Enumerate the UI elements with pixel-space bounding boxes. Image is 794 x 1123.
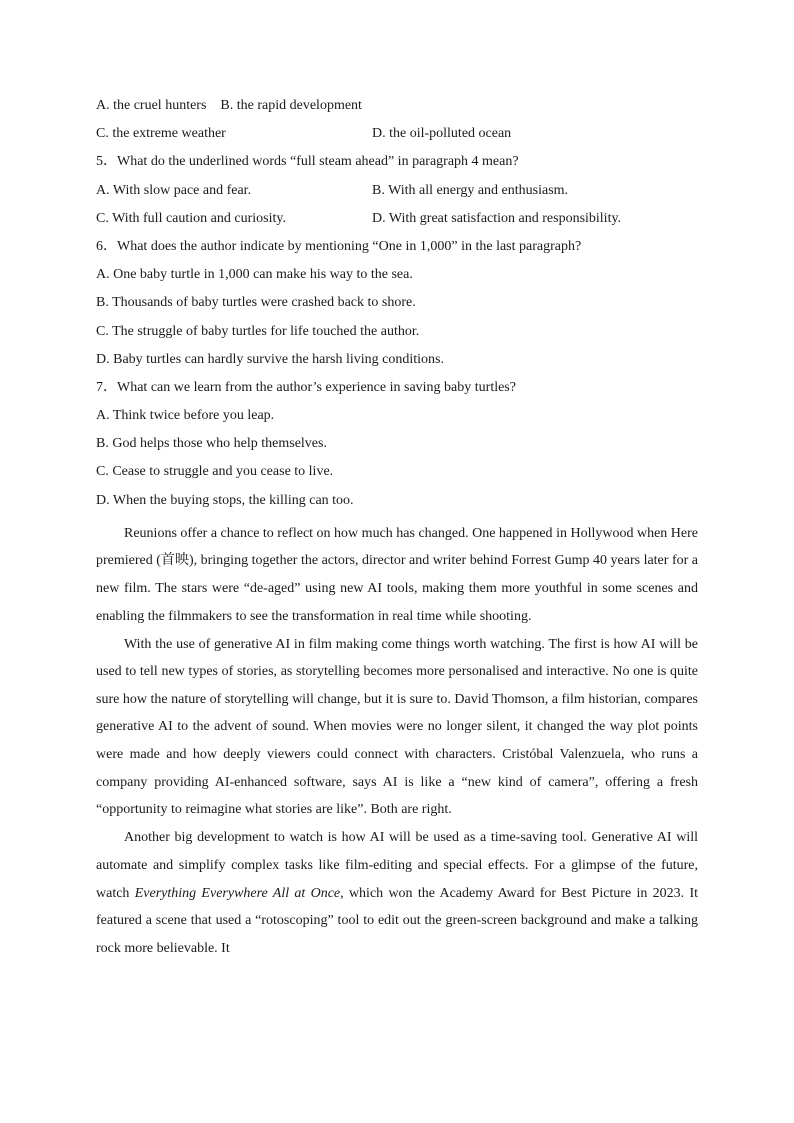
q4-options-row-1 <box>96 95 698 123</box>
p3-text-start: Another big development to watch is how AI will be used as a time-saving tool. Generative AI will automate and simplify complex tasks like film-editing and special effects. For a glimpse of the future, watch <box>96 830 698 901</box>
q5-option-b: B. With all energy and enthusiasm. <box>372 182 569 198</box>
q5-stem: 5．What do the underlined words “full steam ahead” in paragraph 4 mean? <box>96 154 519 170</box>
q4-option-a: A. the cruel hunters <box>96 98 207 113</box>
film-title: Everything Everywhere All at Once <box>134 885 341 901</box>
q5-option-d: D. With great satisfaction and responsibility. <box>372 210 622 226</box>
q7-option-b: B. God helps those who help themselves. <box>96 436 327 452</box>
document-page <box>96 95 698 962</box>
p3-text-end: , which won the Academy Award for Best Picture in 2023. It featured a scene that used a “rotoscoping” tool to edit out the green-screen background and make a talking rock more believable. It <box>96 885 698 956</box>
q6-option-b: B. Thousands of baby turtles were crashed back to shore. <box>96 295 416 311</box>
passage-paragraph-3 <box>96 824 698 962</box>
q4-options-row-2 <box>96 123 698 151</box>
q6-option-a: A. One baby turtle in 1,000 can make his way to the sea. <box>96 267 413 283</box>
passage-paragraph-1: Reunions offer a chance to reflect on how much has changed. One happened in Hollywood when Here premiered (首映), bringing together the actors, director and writer behind Forrest Gump 40 years later for a new film. The stars were “de-aged” using new AI tools, making them more youthful in some scenes and enabling the filmmakers to see the transformation in real time while shooting. <box>96 525 698 624</box>
q5-option-c: C. With full caution and curiosity. <box>96 210 286 226</box>
q7-stem: 7．What can we learn from the author’s experience in saving baby turtles? <box>96 379 516 395</box>
q5-options-row-2 <box>96 208 698 236</box>
q6-stem: 6．What does the author indicate by mentioning “One in 1,000” in the last paragraph? <box>96 238 582 254</box>
q5-options-row-1 <box>96 180 698 208</box>
q5-option-a: A. With slow pace and fear. <box>96 182 252 198</box>
q7-option-c: C. Cease to struggle and you cease to live. <box>96 464 334 480</box>
q4-option-c: C. the extreme weather <box>96 126 226 142</box>
q4-option-d: D. the oil-polluted ocean <box>372 126 512 142</box>
q6-option-d: D. Baby turtles can hardly survive the harsh living conditions. <box>96 351 444 367</box>
q7-option-a: A. Think twice before you leap. <box>96 408 275 424</box>
passage-paragraph-2: With the use of generative AI in film making come things worth watching. The first is how AI will be used to tell new types of stories, as storytelling becomes more personalised and interactive. No one is quite sure how the nature of storytelling will change, but it is sure to. David Thomson, a film historian, compares generative AI to the advent of sound. When movies were no longer silent, it changed the way plot points were made and how deeply viewers could connect with characters. Cristóbal Valenzuela, who runs a company providing AI-enhanced software, says AI is like a “new kind of camera”, offering a fresh “opportunity to reimagine what stories are like”. Both are right. <box>96 636 698 818</box>
q7-option-d: D. When the buying stops, the killing can too. <box>96 492 354 508</box>
q6-option-c: C. The struggle of baby turtles for life touched the author. <box>96 323 420 339</box>
q4-option-b: B. the rapid development <box>220 98 362 113</box>
